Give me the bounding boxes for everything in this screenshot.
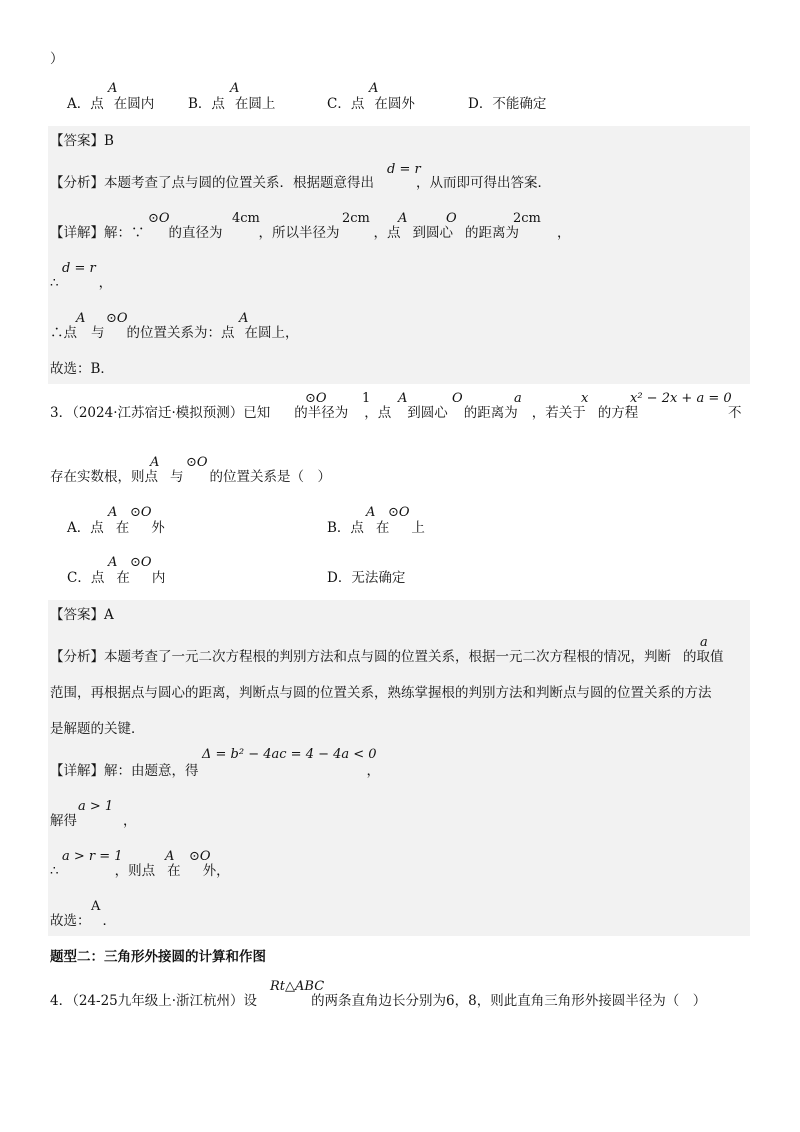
q2-center-o: O xyxy=(446,211,457,226)
q3-point-a: A xyxy=(398,391,408,406)
q3-detail-math: Δ = b² − 4ac = 4 − 4a < 0 xyxy=(202,747,377,762)
q3-distance-a: a xyxy=(514,391,522,406)
q3-option-b: B．点 在 上 xyxy=(327,520,425,536)
q3-option-a-a: A xyxy=(108,505,118,520)
q3-option-c: C．点 在 内 xyxy=(67,570,166,586)
q3-center-o: O xyxy=(452,391,463,406)
q2-option-c: C．点 在圆外 xyxy=(327,96,415,112)
q4-math: Rt△ABC xyxy=(270,979,325,994)
q3-option-a: A．点 在 外 xyxy=(67,520,165,536)
q2-option-c-math: A xyxy=(369,81,379,96)
q3-analysis-line3: 是解题的关键． xyxy=(50,721,145,737)
q3-therefore: ∴ ，则点 在 外， xyxy=(50,863,230,879)
q3-analysis-line1: 【分析】本题考查了一元二次方程根的判别方法和点与圆的位置关系，根据一元二次方程根的情况，判断 的取值 xyxy=(50,649,724,665)
q3-option-b-a: A xyxy=(366,505,376,520)
q3-line2-a: A xyxy=(150,455,160,470)
q4-stem: 4．（24-25九年级上·浙江杭州）设 的两条直角边长分别为6，8，则此直角三角形外接圆半径为（ ） xyxy=(50,993,707,1009)
q2-detail: 【详解】解：∵ 的直径为 ，所以半径为 ，点 到圆心 的距离为 ， xyxy=(50,225,571,241)
q3-choose-math: A xyxy=(91,899,101,914)
q3-equation: x² − 2x + a = 0 xyxy=(630,391,732,406)
q2-analysis: 【分析】本题考查了点与圆的位置关系．根据题意得出 ，从而即可得出答案． xyxy=(50,175,551,191)
q3-solve: 解得 ， xyxy=(50,813,137,829)
q2-choose: 故选：B． xyxy=(50,361,114,377)
q3-option-a-circle: ⊙O xyxy=(130,505,152,520)
q3-circle: ⊙O xyxy=(305,391,327,406)
q3-line2-circle: ⊙O xyxy=(186,455,208,470)
q2-distance: 2cm xyxy=(513,211,541,226)
q3-option-c-circle: ⊙O xyxy=(130,555,152,570)
q3-analysis-a: a xyxy=(700,635,708,650)
section-heading: 题型二：三角形外接圆的计算和作图 xyxy=(50,949,266,965)
q2-diameter: 4cm xyxy=(232,211,260,226)
q3-therefore-a: A xyxy=(165,849,175,864)
q2-step1-math: d = r xyxy=(62,261,96,276)
q2-step1: ∴ ， xyxy=(50,275,113,291)
q3-answer: 【答案】A xyxy=(50,607,114,623)
q3-option-c-a: A xyxy=(108,555,118,570)
q2-radius: 2cm xyxy=(342,211,370,226)
q3-stem-line2: 存在实数根，则点 与 的位置关系是（ ） xyxy=(50,469,331,485)
q3-stem-line1-end: 不 xyxy=(728,405,742,421)
q3-var-x: x xyxy=(581,391,589,406)
q2-analysis-math: d = r xyxy=(387,162,421,177)
q2-point-a: A xyxy=(398,211,408,226)
q2-step2-a2: A xyxy=(239,311,249,326)
q2-step2: ∴点 与 的位置关系为：点 在圆上， xyxy=(50,325,299,341)
q3-option-b-circle: ⊙O xyxy=(388,505,410,520)
q3-stem-line1: 3．（2024·江苏宿迁·模拟预测）已知 的半径为 ，点 到圆心 的距离为 ，若关于 的方程 xyxy=(50,405,639,421)
q3-option-d: D．无法确定 xyxy=(327,570,406,586)
q2-option-d: D．不能确定 xyxy=(468,96,547,112)
q2-option-a-math: A xyxy=(108,81,118,96)
q3-radius: 1 xyxy=(362,391,371,406)
q2-circle-o: ⊙O xyxy=(148,211,170,226)
q2-paren-close: ） xyxy=(50,51,64,67)
q3-therefore-math: a > r = 1 xyxy=(62,849,123,864)
q2-option-a: A．点 在圆内 xyxy=(67,96,155,112)
q2-answer: 【答案】B xyxy=(50,133,114,149)
q2-step2-a: A xyxy=(76,311,86,326)
q2-option-b-math: A xyxy=(230,81,240,96)
q3-analysis-line2: 范围，再根据点与圆心的距离，判断点与圆的位置关系，熟练掌握根的判别方法和判断点与圆的位置关系的方法 xyxy=(50,685,712,701)
q3-detail: 【详解】解：由题意，得 ， xyxy=(50,763,380,779)
q2-option-b: B．点 在圆上 xyxy=(188,96,276,112)
q3-solve-math: a > 1 xyxy=(78,799,114,814)
q2-step2-circle: ⊙O xyxy=(106,311,128,326)
q3-therefore-circle: ⊙O xyxy=(189,849,211,864)
q3-choose: 故选： ． xyxy=(50,913,116,929)
